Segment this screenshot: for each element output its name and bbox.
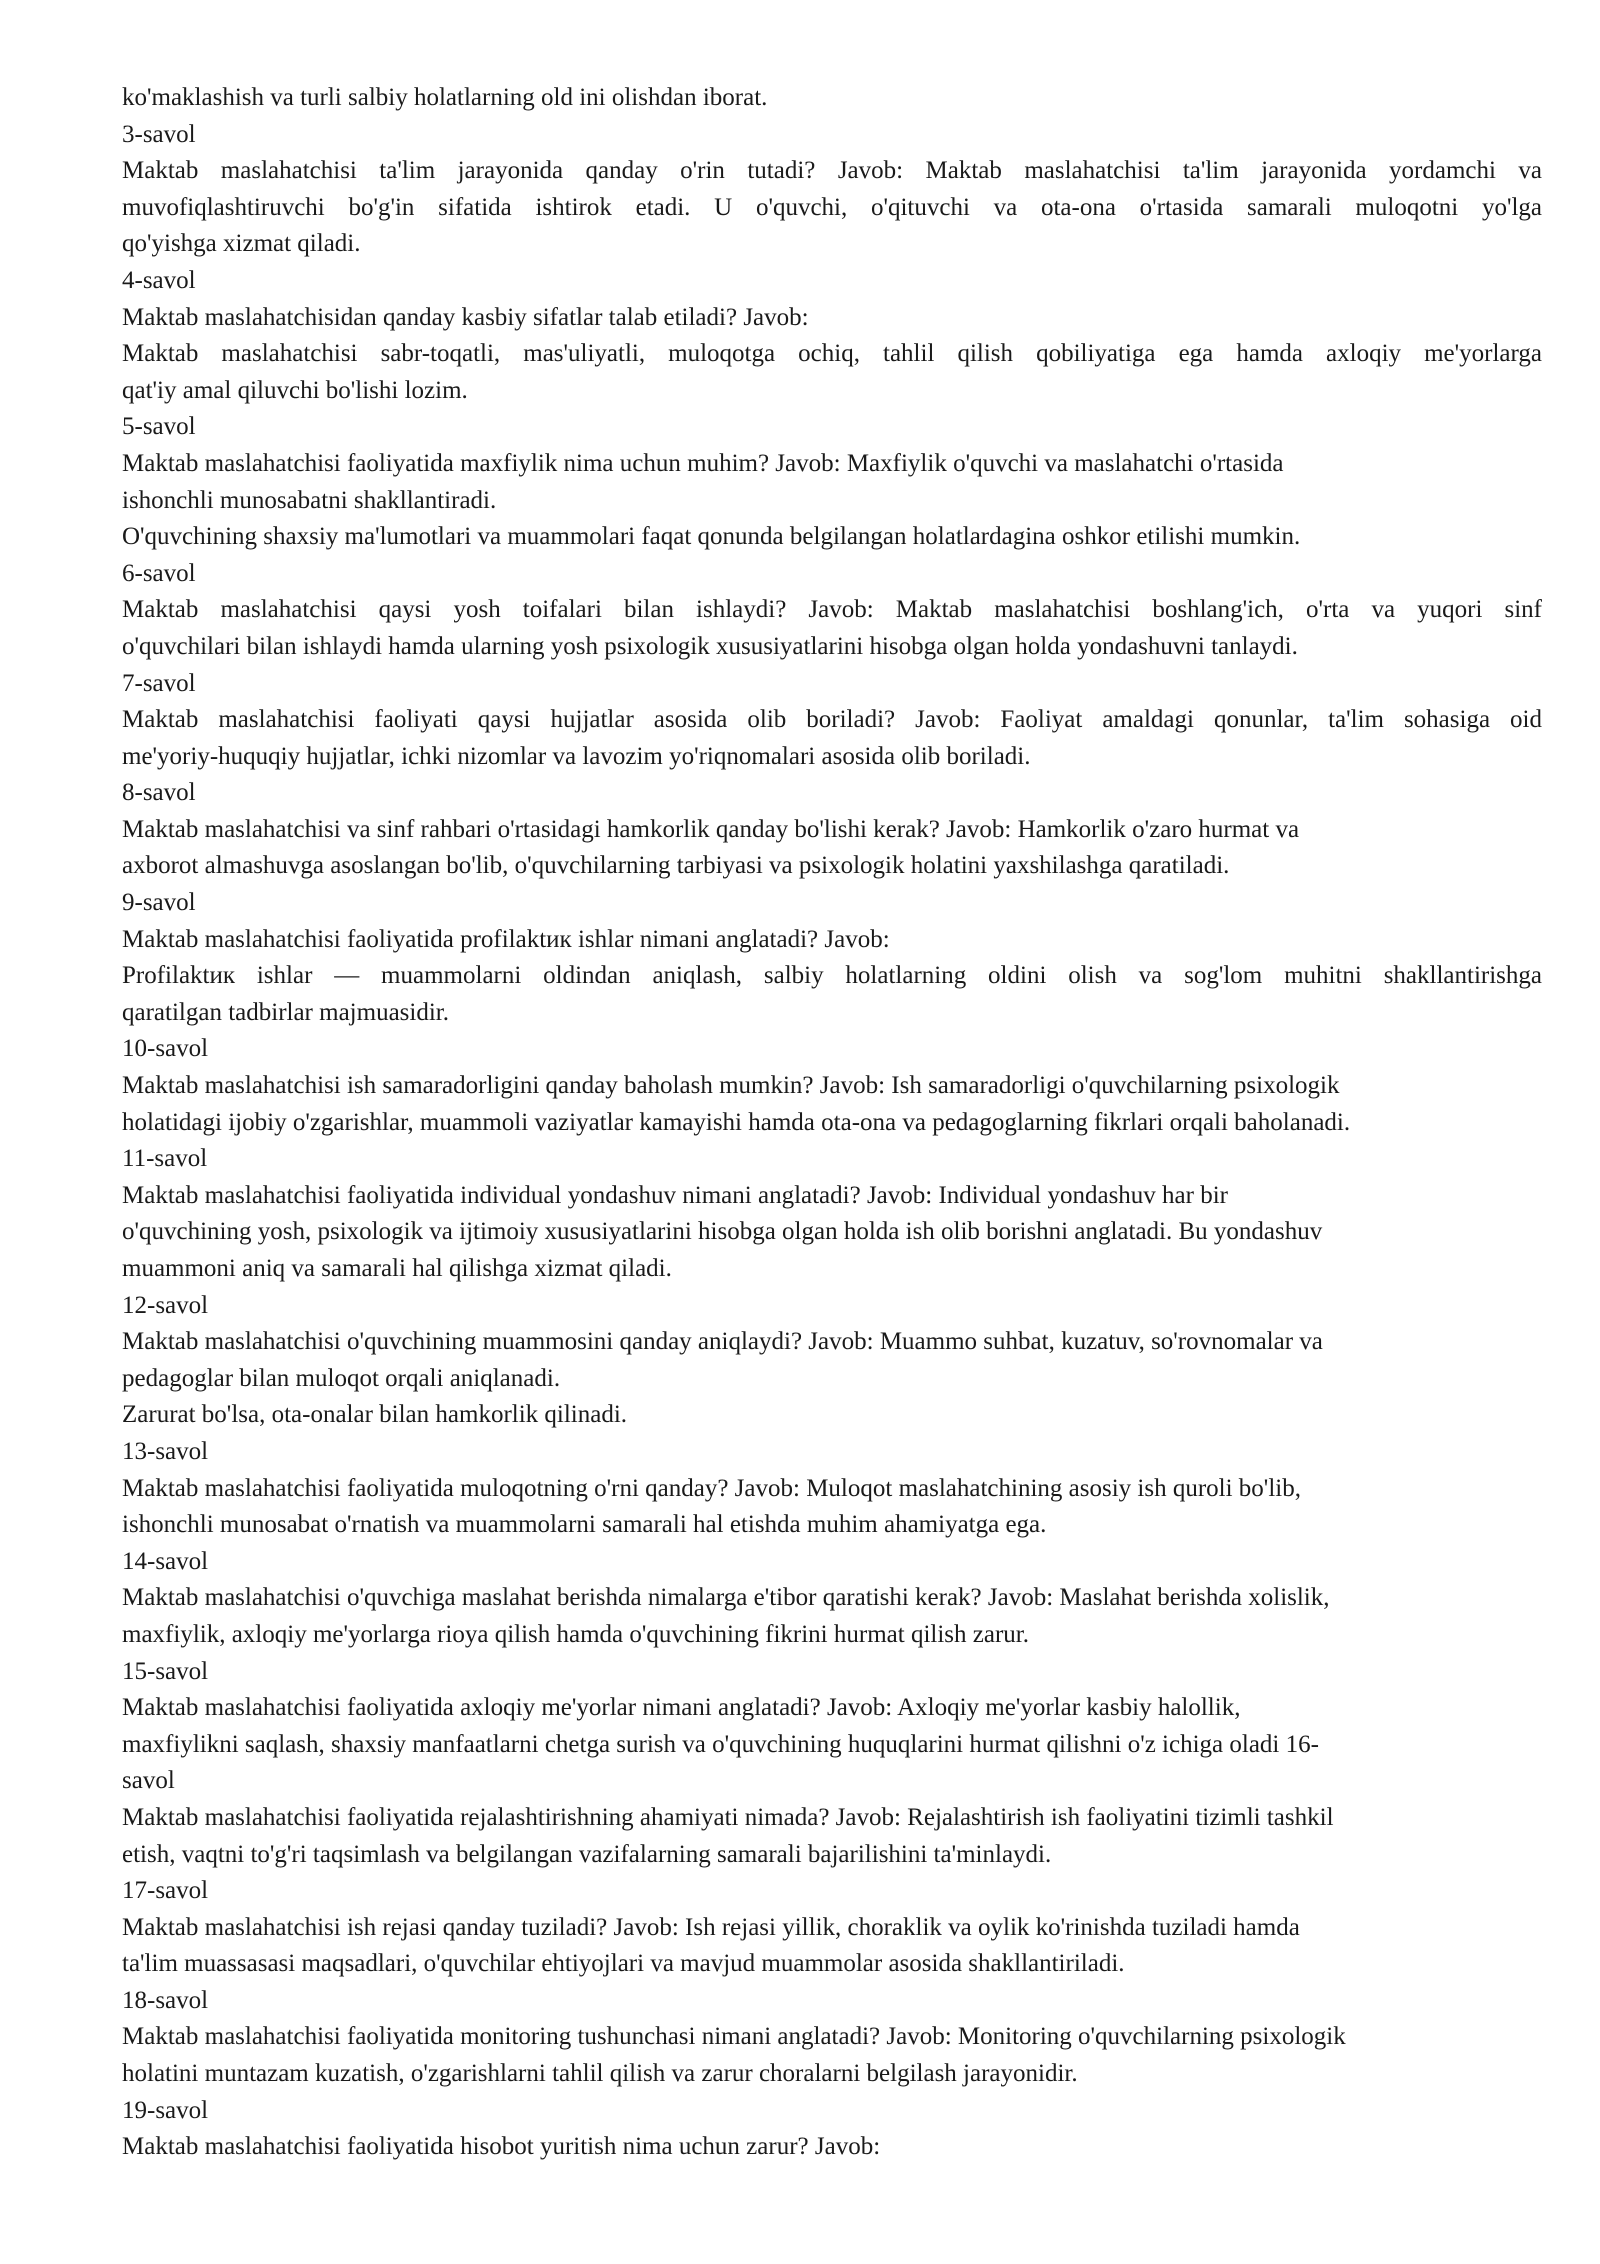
text-line: Maktab maslahatchisi sabr-toqatli, mas'uliyatli, muloqotga ochiq, tahlil qilish qobiliyatiga ega hamda axloqiy me'yorlarga <box>122 340 1542 368</box>
text-line: qat'iy amal qiluvchi bo'lishi lozim. <box>122 376 468 404</box>
text-line: Maktab maslahatchisidan qanday kasbiy sifatlar talab etiladi? Javob: <box>122 303 809 331</box>
text-line: maxfiylikni saqlash, shaxsiy manfaatlarni chetga surish va o'quvchining huquqlarini hurmat qilishni o'z ichiga oladi 16- <box>122 1730 1319 1758</box>
question-number: 12-savol <box>122 1291 209 1319</box>
text-line: Maktab maslahatchisi ish samaradorligini qanday baholash mumkin? Javob: Ish samaradorligi o'quvchilarning psixologik <box>122 1072 1340 1100</box>
question-number: 18-savol <box>122 1986 209 2014</box>
text-line: Maktab maslahatchisi faoliyatida monitoring tushunchasi nimani anglatadi? Javob: Monitoring o'quvchilarning psixologik <box>122 2023 1346 2051</box>
text-line: qo'yishga xizmat qiladi. <box>122 230 361 258</box>
text-line: axborot almashuvga asoslangan bo'lib, o'quvchilarning tarbiyasi va psixologik holatini yaxshilashga qaratiladi. <box>122 852 1230 880</box>
text-line: Maktab maslahatchisi va sinf rahbari o'rtasidagi hamkorlik qanday bo'lishi kerak? Javob: Hamkorlik o'zaro hurmat va <box>122 815 1300 843</box>
text-line: me'yoriy-huquqiy hujjatlar, ichki nizomlar va lavozim yo'riqnomalari asosida olib boriladi. <box>122 742 1031 770</box>
text-line: etish, vaqtni to'g'ri taqsimlash va belgilangan vazifalarning samarali bajarilishini ta'minlaydi. <box>122 1840 1052 1868</box>
question-number: 7-savol <box>122 669 196 697</box>
text-line: holatidagi ijobiy o'zgarishlar, muammoli vaziyatlar kamayishi hamda ota-ona va pedagoglarning fikrlari orqali baholanadi. <box>122 1108 1351 1136</box>
text-line: Maktab maslahatchisi faoliyatida profilaktик ishlar nimani anglatadi? Javob: <box>122 925 890 953</box>
text-line: Maktab maslahatchisi faoliyatida individual yondashuv nimani anglatadi? Javob: Individual yondashuv har bir <box>122 1181 1228 1209</box>
question-number: 3-savol <box>122 120 196 148</box>
text-line: ta'lim muassasasi maqsadlari, o'quvchilar ehtiyojlari va mavjud muammolar asosida shakllantiriladi. <box>122 1950 1125 1978</box>
text-line: muammoni aniq va samarali hal qilishga xizmat qiladi. <box>122 1255 672 1282</box>
text-line: Maktab maslahatchisi faoliyatida muloqotning o'rni qanday? Javob: Muloqot maslahatchining asosiy ish quroli bo'lib, <box>122 1474 1301 1502</box>
text-line: O'quvchining shaxsiy ma'lumotlari va muammolari faqat qonunda belgilangan holatlardagina oshkor etilishi mumkin. <box>122 523 1301 551</box>
question-number: 17-savol <box>122 1877 209 1905</box>
question-number: 4-savol <box>122 266 196 294</box>
text-line: pedagoglar bilan muloqot orqali aniqlanadi. <box>122 1364 561 1392</box>
text-line: Maktab maslahatchisi faoliyatida maxfiylik nima uchun muhim? Javob: Maxfiylik o'quvchi va maslahatchi o'rtasida <box>122 449 1284 477</box>
question-number: 8-savol <box>122 779 196 807</box>
question-number: 13-savol <box>122 1437 209 1465</box>
text-line: Maktab maslahatchisi qaysi yosh toifalari bilan ishlaydi? Javob: Maktab maslahatchisi boshlang'ich, o'rta va yuqori sinf <box>122 596 1542 624</box>
question-number: 6-savol <box>122 559 196 587</box>
text-line: qaratilgan tadbirlar majmuasidir. <box>122 998 449 1026</box>
text-line: Maktab maslahatchisi o'quvchiga maslahat berishda nimalarga e'tibor qaratishi kerak? Javob: Maslahat berishda xolislik, <box>122 1584 1330 1612</box>
text-line: ishonchli munosabat o'rnatish va muammolarni samarali hal etishda muhim ahamiyatga ega. <box>122 1511 1047 1539</box>
document-page <box>122 80 1542 2166</box>
text-line: o'quvchining yosh, psixologik va ijtimoiy xususiyatlarini hisobga olgan holda ish olib borishni anglatadi. Bu yondashuv <box>122 1218 1323 1246</box>
text-line: Maktab maslahatchisi o'quvchining muammosini qanday aniqlaydi? Javob: Muammo suhbat, kuzatuv, so'rovnomalar va <box>122 1328 1323 1356</box>
question-number: 11-savol <box>122 1145 208 1173</box>
text-line: savol <box>122 1767 175 1795</box>
question-number: 14-savol <box>122 1547 209 1575</box>
text-line: holatini muntazam kuzatish, o'zgarishlarni tahlil qilish va zarur choralarni belgilash jarayonidir. <box>122 2060 1078 2088</box>
text-line: Maktab maslahatchisi faoliyatida axloqiy me'yorlar nimani anglatadi? Javob: Axloqiy me'yorlar kasbiy halollik, <box>122 1694 1241 1722</box>
question-number: 10-savol <box>122 1035 209 1063</box>
question-number: 19-savol <box>122 2096 209 2124</box>
text-line: Maktab maslahatchisi ta'lim jarayonida qanday o'rin tutadi? Javob: Maktab maslahatchisi ta'lim jarayonida yordamchi va <box>122 157 1542 185</box>
question-number: 5-savol <box>122 413 196 441</box>
text-line: Maktab maslahatchisi ish rejasi qanday tuziladi? Javob: Ish rejasi yillik, choraklik va oylik ko'rinishda tuziladi hamda <box>122 1913 1300 1941</box>
text-line: Maktab maslahatchisi faoliyati qaysi hujjatlar asosida olib boriladi? Javob: Faoliyat amaldagi qonunlar, ta'lim sohasiga oid <box>122 706 1542 734</box>
text-line: Profilaktик ishlar — muammolarni oldindan aniqlash, salbiy holatlarning oldini olish va sog'lom muhitni shakllantirishga <box>122 962 1542 990</box>
text-line: maxfiylik, axloqiy me'yorlarga rioya qilish hamda o'quvchining fikrini hurmat qilish zarur. <box>122 1620 1029 1648</box>
text-line: ko'maklashish va turli salbiy holatlarning old ini olishdan iborat. <box>122 84 768 111</box>
text-line: muvofiqlashtiruvchi bo'g'in sifatida ishtirok etadi. U o'quvchi, o'qituvchi va ota-ona o'rtasida samarali muloqotni yo'lga <box>122 193 1542 221</box>
text-line: ishonchli munosabatni shakllantiradi. <box>122 486 497 514</box>
question-number: 15-savol <box>122 1657 209 1685</box>
text-line: Maktab maslahatchisi faoliyatida hisobot yuritish nima uchun zarur? Javob: <box>122 2133 881 2161</box>
text-line: Zarurat bo'lsa, ota-onalar bilan hamkorlik qilinadi. <box>122 1401 628 1429</box>
text-line: o'quvchilari bilan ishlaydi hamda ularning yosh psixologik xususiyatlarini hisobga olgan holda yondashuvni tanlaydi. <box>122 632 1298 660</box>
question-number: 9-savol <box>122 889 196 917</box>
text-line: Maktab maslahatchisi faoliyatida rejalashtirishning ahamiyati nimada? Javob: Rejalashtirish ish faoliyatini tizimli tashkil <box>122 1803 1334 1831</box>
